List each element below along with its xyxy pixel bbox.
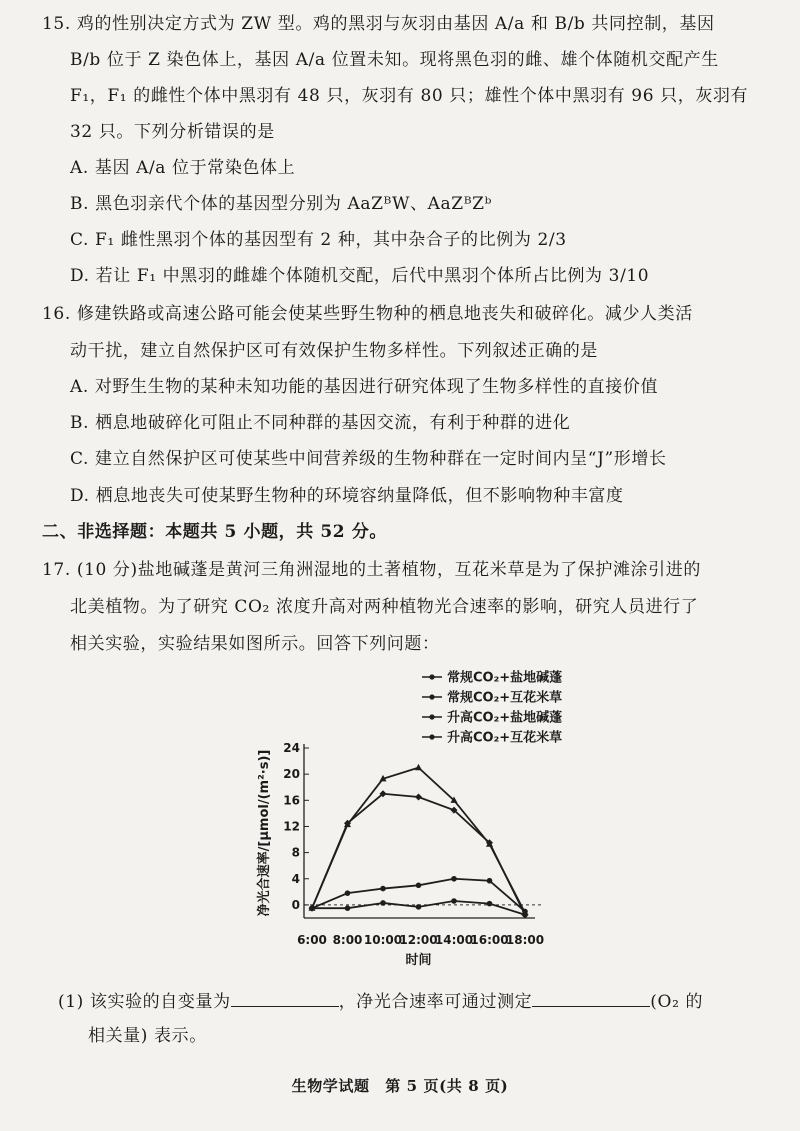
q17-stem-line2: 北美植物。为了研究 CO₂ 浓度升高对两种植物光合速率的影响，研究人员进行了	[70, 597, 699, 617]
y-tick-label: 24	[283, 741, 300, 755]
y-axis-title: 净光合速率/[μmol/(m²·s)]	[257, 749, 272, 917]
q16-option-b: B. 栖息地破碎化可阻止不同种群的基因交流，有利于种群的进化	[70, 413, 571, 433]
chart-axes	[256, 741, 544, 968]
legend-marker-1	[429, 674, 434, 679]
x-axis-title: 时间	[405, 953, 432, 968]
q16-stem-line2: 动干扰，建立自然保护区可有效保护生物多样性。下列叙述正确的是	[70, 341, 598, 361]
q17-sub1-part-d: 相关量) 表示。	[88, 1026, 207, 1046]
q17-stem-line1: 17. (10 分)盐地碱蓬是黄河三角洲湿地的土著植物，互花米草是为了保护滩涂引进的	[42, 560, 701, 580]
q16-option-c: C. 建立自然保护区可使某些中间营养级的生物种群在一定时间内呈“J”形增长	[70, 449, 667, 469]
q17-sub1-part-b: ，净光合速率可通过测定	[338, 992, 533, 1012]
q15-option-b: B. 黑色羽亲代个体的基因型分别为 AaZᴮW、AaZᴮZᵇ	[70, 194, 492, 214]
y-tick-label: 20	[283, 767, 300, 782]
data-point	[415, 794, 422, 801]
legend-marker-2	[429, 694, 434, 699]
y-tick-label: 8	[291, 845, 300, 860]
legend-entry-1: 常规CO₂+盐地碱蓬	[447, 670, 563, 686]
q16-option-d: D. 栖息地丧失可使某野生物种的环境容纳量降低，但不影响物种丰富度	[70, 486, 624, 506]
data-point	[380, 886, 386, 892]
series-line-4	[312, 768, 525, 913]
legend-marker-3	[429, 714, 434, 719]
y-tick-label: 12	[283, 819, 300, 834]
chart-legend	[422, 670, 562, 746]
data-point	[487, 878, 493, 884]
q15-stem-line1: 15. 鸡的性别决定方式为 ZW 型。鸡的黑羽与灰羽由基因 A/a 和 B/b 共同控制，基因	[42, 14, 715, 34]
q15-stem-line2: B/b 位于 Z 染色体上，基因 A/a 位置未知。现将黑色羽的雌、雄个体随机交配产生	[70, 50, 719, 70]
y-tick-label: 16	[283, 793, 300, 808]
x-tick-label: 18:00	[505, 933, 545, 947]
x-tick-label: 16:00	[470, 933, 509, 947]
q16-stem-line1: 16. 修建铁路或高速公路可能会使某些野生物种的栖息地丧失和破碎化。减少人类活	[42, 304, 693, 324]
x-tick-label: 8:00	[332, 933, 363, 947]
q17-sub1-part-a: (1) 该实验的自变量为	[58, 992, 231, 1012]
x-tick-label: 12:00	[399, 933, 438, 947]
x-tick-label: 14:00	[434, 933, 474, 947]
x-tick-label: 6:00	[297, 933, 327, 947]
q17-sub1-line1	[58, 990, 703, 1012]
y-tick-label: 0	[291, 897, 300, 912]
data-point	[451, 876, 457, 882]
data-point	[416, 883, 422, 889]
q15-stem-line4: 32 只。下列分析错误的是	[70, 122, 275, 142]
data-point	[380, 900, 386, 906]
q15-stem-line3: F₁，F₁ 的雌性个体中黑羽有 48 只，灰羽有 80 只；雄性个体中黑羽有 96 只，灰羽有	[70, 86, 749, 106]
x-tick-label: 10:00	[363, 933, 403, 947]
answer-blank-2[interactable]	[532, 990, 650, 1007]
data-point	[416, 904, 422, 910]
legend-entry-3: 升高CO₂+盐地碱蓬	[447, 710, 563, 726]
page-footer: 生物学试题 第 5 页(共 8 页)	[291, 1077, 509, 1095]
q17-sub1-part-c: (O₂ 的	[650, 992, 704, 1012]
chart-series	[309, 764, 529, 918]
legend-entry-2: 常规CO₂+互花米草	[447, 690, 563, 706]
section-heading: 二、非选择题：本题共 5 小题，共 52 分。	[42, 522, 387, 542]
data-point	[345, 905, 351, 911]
q15-option-c: C. F₁ 雌性黑羽个体的基因型有 2 种，其中杂合子的比例为 2/3	[70, 230, 567, 250]
legend-marker-4	[429, 734, 434, 739]
data-point	[345, 890, 351, 896]
q17-stem-line3: 相关实验，实验结果如图所示。回答下列问题：	[70, 634, 440, 654]
data-point	[487, 901, 493, 907]
answer-blank-1[interactable]	[231, 990, 339, 1007]
series-line-3	[312, 794, 525, 915]
legend-entry-4: 升高CO₂+互花米草	[447, 730, 563, 746]
photosynthesis-chart	[250, 665, 590, 975]
data-point	[451, 898, 457, 904]
y-tick-label: 4	[291, 871, 300, 886]
q15-option-d: D. 若让 F₁ 中黑羽的雌雄个体随机交配，后代中黑羽个体所占比例为 3/10	[70, 266, 650, 286]
data-point	[415, 764, 422, 770]
q16-option-a: A. 对野生生物的某种未知功能的基因进行研究体现了生物多样性的直接价值	[70, 377, 659, 397]
q15-option-a: A. 基因 A/a 位于常染色体上	[70, 158, 296, 178]
